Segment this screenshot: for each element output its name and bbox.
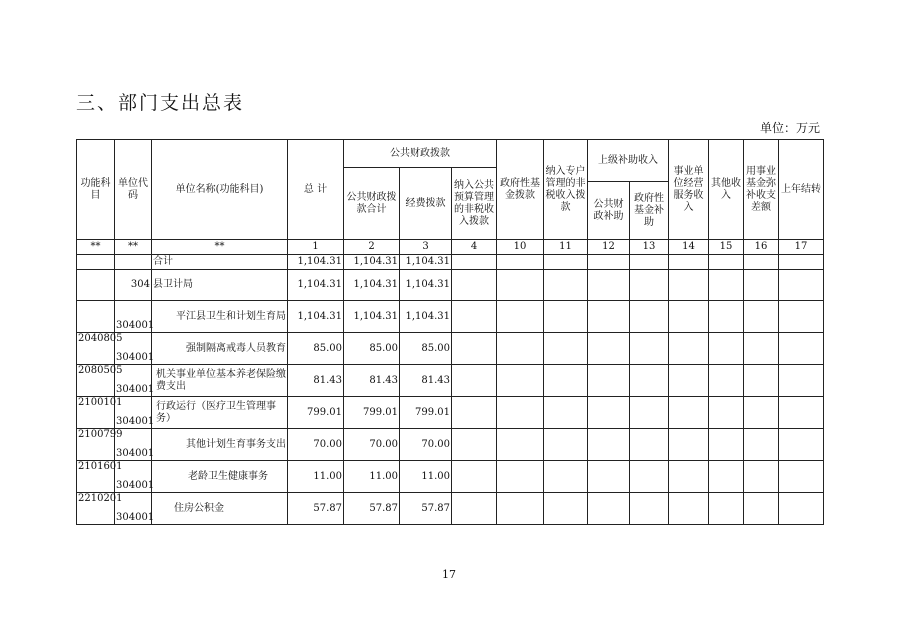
unit-name-cell: 机关事业单位基本养老保险缴费支出: [152, 365, 288, 397]
empty-cell: [544, 255, 588, 270]
empty-cell: [544, 461, 588, 493]
unit-code-cell: 304001: [115, 397, 152, 429]
empty-cell: [452, 333, 497, 365]
empty-cell: [452, 493, 497, 525]
empty-cell: [588, 301, 630, 333]
unit-name-cell: 县卫计局: [152, 270, 288, 301]
empty-cell: [669, 429, 709, 461]
unit-code-cell: 304001: [115, 461, 152, 493]
empty-cell: [630, 493, 669, 525]
index-cell: 16: [744, 240, 779, 255]
empty-cell: [744, 333, 779, 365]
empty-cell: [779, 493, 824, 525]
empty-cell: [669, 493, 709, 525]
total-cell: 85.00: [288, 333, 344, 365]
unit-code-cell: [115, 255, 152, 270]
header-total: 总 计: [288, 140, 344, 240]
empty-cell: [544, 365, 588, 397]
unit-name-cell: 老龄卫生健康事务: [152, 461, 288, 493]
func-code-cell: 2100799: [77, 429, 115, 461]
empty-cell: [497, 429, 544, 461]
empty-cell: [497, 365, 544, 397]
empty-cell: [709, 270, 744, 301]
header-expense-appropriation: 经费拨款: [400, 168, 452, 240]
empty-cell: [744, 301, 779, 333]
header-unit-code: 单位代码: [115, 140, 152, 240]
empty-cell: [544, 270, 588, 301]
empty-cell: [709, 493, 744, 525]
index-cell: 10: [497, 240, 544, 255]
index-cell: 1: [288, 240, 344, 255]
empty-cell: [544, 301, 588, 333]
empty-cell: [744, 365, 779, 397]
index-cell: 3: [400, 240, 452, 255]
empty-cell: [452, 461, 497, 493]
empty-cell: [709, 429, 744, 461]
unit-code-cell: 304001: [115, 365, 152, 397]
table-row: [77, 397, 824, 429]
unit-code-cell: 304001: [115, 301, 152, 333]
public-finance-total-cell: 1,104.31: [344, 255, 400, 270]
unit-code-cell: 304001: [115, 493, 152, 525]
empty-cell: [630, 461, 669, 493]
empty-cell: [452, 397, 497, 429]
func-code-cell: 2101601: [77, 461, 115, 493]
unit-code-cell: 304001: [115, 333, 152, 365]
unit-name-cell: 住房公积金: [152, 493, 288, 525]
empty-cell: [452, 270, 497, 301]
expense-cell: 11.00: [400, 461, 452, 493]
empty-cell: [709, 365, 744, 397]
empty-cell: [709, 397, 744, 429]
empty-cell: [452, 301, 497, 333]
empty-cell: [452, 255, 497, 270]
header-budget-nontax: 纳入公共预算管理的非税收入拨款: [452, 168, 497, 240]
index-cell: 12: [588, 240, 630, 255]
index-row: [77, 240, 824, 255]
empty-cell: [497, 461, 544, 493]
header-special-nontax: 纳入专户管理的非税收入拨款: [544, 140, 588, 240]
empty-cell: [630, 270, 669, 301]
public-finance-total-cell: 1,104.31: [344, 270, 400, 301]
public-finance-total-cell: 799.01: [344, 397, 400, 429]
empty-cell: [588, 365, 630, 397]
public-finance-total-cell: 11.00: [344, 461, 400, 493]
empty-cell: [744, 493, 779, 525]
index-cell: **: [77, 240, 115, 255]
table-row: [77, 255, 824, 270]
header-upper-public: 公共财政补助: [588, 182, 630, 240]
total-cell: 57.87: [288, 493, 344, 525]
table-row: [77, 365, 824, 397]
header-public-finance-total: 公共财政拨款合计: [344, 168, 400, 240]
empty-cell: [744, 270, 779, 301]
empty-cell: [709, 461, 744, 493]
header-business-fund: 用事业基金弥补收支差额: [744, 140, 779, 240]
empty-cell: [588, 270, 630, 301]
empty-cell: [588, 255, 630, 270]
empty-cell: [779, 301, 824, 333]
index-cell: 4: [452, 240, 497, 255]
expenditure-table: [76, 139, 824, 525]
empty-cell: [709, 255, 744, 270]
header-business-income: 事业单位经营服务收入: [669, 140, 709, 240]
unit-code-cell: 304: [115, 270, 152, 301]
empty-cell: [497, 493, 544, 525]
empty-cell: [669, 461, 709, 493]
empty-cell: [779, 333, 824, 365]
empty-cell: [744, 255, 779, 270]
empty-cell: [452, 429, 497, 461]
page-number: 17: [442, 568, 456, 581]
table-row: [77, 333, 824, 365]
expense-cell: 1,104.31: [400, 270, 452, 301]
header-upper-subsidy: 上级补助收入: [588, 140, 669, 182]
empty-cell: [669, 270, 709, 301]
public-finance-total-cell: 81.43: [344, 365, 400, 397]
empty-cell: [588, 333, 630, 365]
table-row: [77, 301, 824, 333]
header-other-income: 其他收入: [709, 140, 744, 240]
func-code-cell: 2210201: [77, 493, 115, 525]
index-cell: 13: [630, 240, 669, 255]
func-code-cell: [77, 270, 115, 301]
empty-cell: [630, 301, 669, 333]
empty-cell: [588, 461, 630, 493]
total-cell: 11.00: [288, 461, 344, 493]
header-row-1: [77, 140, 824, 168]
index-cell: 17: [779, 240, 824, 255]
header-func-code: 功能科目: [77, 140, 115, 240]
empty-cell: [669, 333, 709, 365]
expense-cell: 85.00: [400, 333, 452, 365]
public-finance-total-cell: 70.00: [344, 429, 400, 461]
total-cell: 1,104.31: [288, 301, 344, 333]
empty-cell: [588, 429, 630, 461]
unit-name-cell: 平江县卫生和计划生育局: [152, 301, 288, 333]
page-title: 三、部门支出总表: [76, 92, 245, 114]
header-gov-fund: 政府性基金拨款: [497, 140, 544, 240]
empty-cell: [779, 397, 824, 429]
total-cell: 81.43: [288, 365, 344, 397]
empty-cell: [709, 333, 744, 365]
empty-cell: [669, 255, 709, 270]
empty-cell: [744, 397, 779, 429]
empty-cell: [497, 270, 544, 301]
header-public-finance: 公共财政拨款: [344, 140, 497, 168]
func-code-cell: 2100101: [77, 397, 115, 429]
empty-cell: [630, 333, 669, 365]
empty-cell: [544, 429, 588, 461]
func-code-cell: 2080505: [77, 365, 115, 397]
empty-cell: [544, 397, 588, 429]
unit-name-cell: 行政运行（医疗卫生管理事务）: [152, 397, 288, 429]
empty-cell: [452, 365, 497, 397]
empty-cell: [779, 255, 824, 270]
empty-cell: [588, 493, 630, 525]
index-cell: **: [115, 240, 152, 255]
empty-cell: [779, 429, 824, 461]
public-finance-total-cell: 1,104.31: [344, 301, 400, 333]
empty-cell: [669, 301, 709, 333]
unit-name-cell: 强制隔离戒毒人员教育: [152, 333, 288, 365]
unit-label: 单位：万元: [760, 121, 821, 135]
empty-cell: [544, 333, 588, 365]
total-cell: 70.00: [288, 429, 344, 461]
empty-cell: [497, 397, 544, 429]
index-cell: 14: [669, 240, 709, 255]
empty-cell: [709, 301, 744, 333]
header-unit-name: 单位名称(功能科目): [152, 140, 288, 240]
empty-cell: [630, 365, 669, 397]
empty-cell: [779, 365, 824, 397]
table-row: [77, 461, 824, 493]
index-cell: 11: [544, 240, 588, 255]
unit-code-cell: 304001: [115, 429, 152, 461]
total-cell: 1,104.31: [288, 255, 344, 270]
unit-name-cell: 合计: [152, 255, 288, 270]
empty-cell: [669, 365, 709, 397]
unit-name-cell: 其他计划生育事务支出: [152, 429, 288, 461]
expense-cell: 57.87: [400, 493, 452, 525]
empty-cell: [779, 461, 824, 493]
expense-cell: 1,104.31: [400, 301, 452, 333]
empty-cell: [669, 397, 709, 429]
empty-cell: [588, 397, 630, 429]
empty-cell: [630, 255, 669, 270]
empty-cell: [630, 397, 669, 429]
expense-cell: 70.00: [400, 429, 452, 461]
func-code-cell: [77, 255, 115, 270]
total-cell: 799.01: [288, 397, 344, 429]
expense-cell: 799.01: [400, 397, 452, 429]
index-cell: 2: [344, 240, 400, 255]
public-finance-total-cell: 85.00: [344, 333, 400, 365]
total-cell: 1,104.31: [288, 270, 344, 301]
table-row: [77, 270, 824, 301]
func-code-cell: 2040805: [77, 333, 115, 365]
empty-cell: [497, 255, 544, 270]
empty-cell: [744, 429, 779, 461]
expense-cell: 1,104.31: [400, 255, 452, 270]
empty-cell: [497, 301, 544, 333]
empty-cell: [497, 333, 544, 365]
empty-cell: [544, 493, 588, 525]
public-finance-total-cell: 57.87: [344, 493, 400, 525]
func-code-cell: [77, 301, 115, 333]
empty-cell: [744, 461, 779, 493]
table-row: [77, 429, 824, 461]
index-cell: 15: [709, 240, 744, 255]
header-upper-gov-fund: 政府性基金补助: [630, 182, 669, 240]
header-carryover: 上年结转: [779, 140, 824, 240]
empty-cell: [630, 429, 669, 461]
expense-cell: 81.43: [400, 365, 452, 397]
empty-cell: [779, 270, 824, 301]
table-row: [77, 493, 824, 525]
index-cell: **: [152, 240, 288, 255]
